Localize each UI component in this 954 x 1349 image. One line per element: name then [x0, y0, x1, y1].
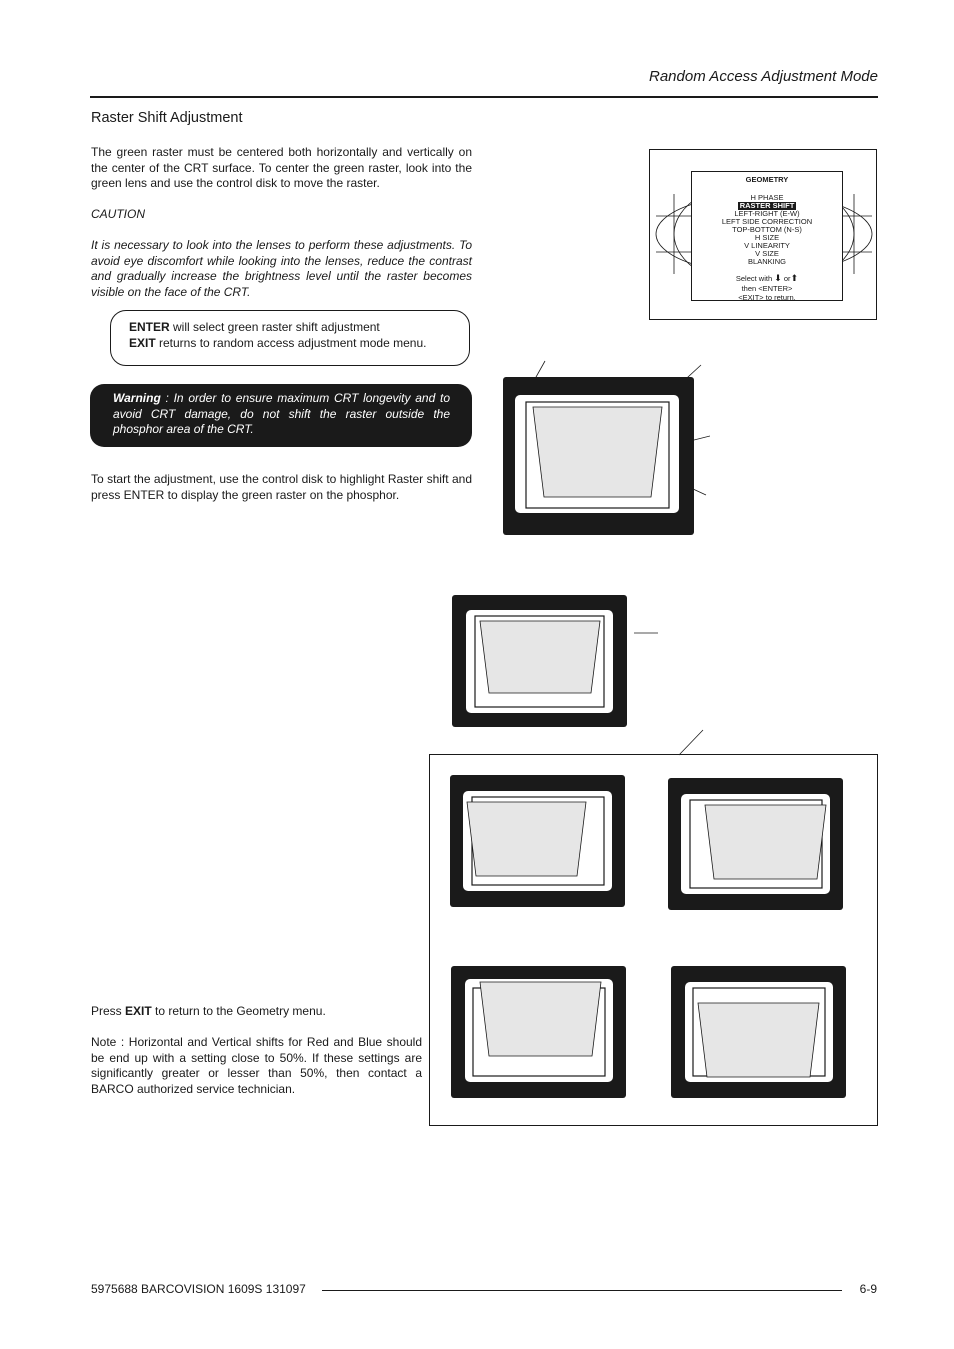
warning-box [90, 384, 472, 447]
caution-paragraph: It is necessary to look into the lenses to perform these adjustments. To avoid eye discomfort while looking into the lenses, reduce the contrast and gradually increase the brightness level until the raster becomes visible on the face of the CRT. [91, 238, 472, 299]
crt-figure-centered [450, 593, 710, 758]
menu-item-raster-shift[interactable]: RASTER SHIFT [739, 201, 795, 210]
menu-foot-then: then <ENTER> [741, 283, 793, 293]
footer-doc-id: 5975688 BARCOVISION 1609S 131097 [91, 1282, 306, 1296]
menu-item-top-bottom[interactable]: TOP-BOTTOM (N-S) [732, 225, 802, 234]
menu-foot-select: Select with [735, 274, 773, 283]
exit-key: EXIT [129, 335, 156, 350]
press-word: Press [91, 1004, 122, 1018]
exit-instruction [129, 336, 469, 352]
menu-item-blanking[interactable]: BLANKING [748, 257, 786, 266]
warning-text: : In order to ensure maximum CRT longevity and to avoid CRT damage, do not shift the raster outside the phosphor area of the CRT. [113, 391, 450, 436]
exit-text: returns to random access adjustment mode menu. [155, 335, 427, 350]
menu-item-v-size[interactable]: V SIZE [755, 249, 779, 258]
arrow-down-icon: ⬇ [774, 273, 782, 283]
start-paragraph: To start the adjustment, use the control disk to highlight Raster shift and press ENTER to display the green raster on the phosphor. [91, 472, 472, 502]
menu-foot-exit: <EXIT> to return. [738, 293, 796, 302]
menu-item-h-phase[interactable]: H PHASE [750, 193, 784, 202]
crt-figure-shift-right [668, 778, 844, 911]
page-number: 6-9 [859, 1282, 877, 1296]
menu-item-left-side-correction[interactable]: LEFT SIDE CORRECTION [721, 217, 813, 226]
menu-footer [692, 274, 842, 303]
crt-figure-main [500, 360, 710, 540]
section-title: Raster Shift Adjustment [91, 110, 243, 126]
menu-item-left-right[interactable]: LEFT-RIGHT (E-W) [734, 209, 800, 218]
footer-rule [322, 1290, 842, 1291]
enter-instruction [129, 320, 469, 336]
menu-item-h-size[interactable]: H SIZE [754, 233, 780, 242]
crt-figure-shift-up [451, 966, 627, 1099]
exit-key-inline: EXIT [125, 1004, 152, 1018]
press-exit-paragraph [91, 1004, 422, 1020]
header-title: Random Access Adjustment Mode [649, 68, 878, 85]
note-paragraph: Note : Horizontal and Vertical shifts for Red and Blue should be end up with a setting close to 50%. If these settings are significantly greater or lesser than 50%, then contact a BARCO authorized service technician. [91, 1035, 422, 1096]
enter-text: will select green raster shift adjustment [169, 320, 380, 334]
menu-item-v-linearity[interactable]: V LINEARITY [744, 241, 790, 250]
menu-title: GEOMETRY [745, 175, 789, 184]
crt-figure-shift-left [450, 775, 626, 908]
enter-key: ENTER [129, 320, 170, 334]
key-instructions-box [110, 310, 470, 366]
header-rule [90, 96, 878, 98]
menu-foot-or: or [783, 274, 791, 283]
press-rest: to return to the Geometry menu. [151, 1004, 326, 1018]
warning-label: Warning [113, 391, 161, 405]
geometry-menu [691, 171, 843, 301]
arrow-up-icon: ⬆ [790, 273, 799, 283]
caution-label: CAUTION [91, 207, 145, 221]
intro-paragraph: The green raster must be centered both horizontally and vertically on the center of the CRT surface. To center the green raster, look into the green lens and use the control disk to move the raster. [91, 145, 472, 190]
crt-figure-shift-down [671, 966, 847, 1099]
